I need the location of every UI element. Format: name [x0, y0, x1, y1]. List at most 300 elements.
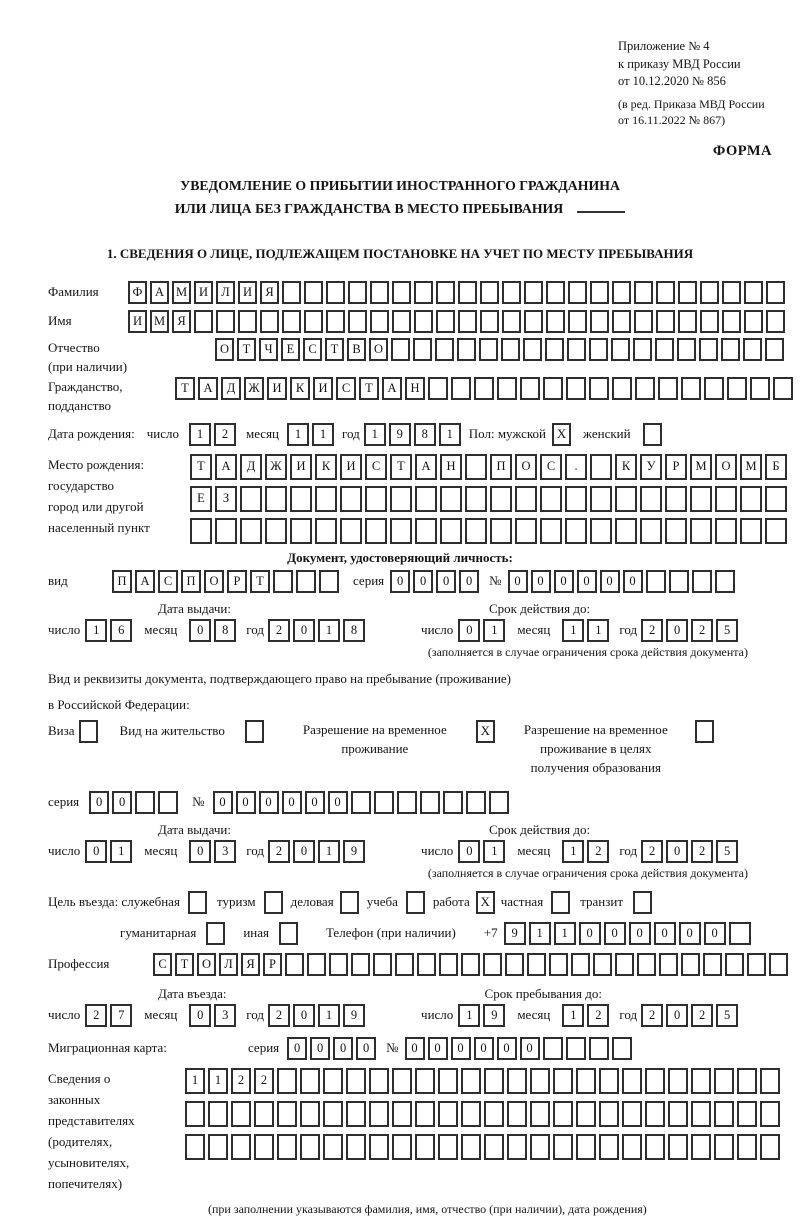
form-cell[interactable]: 1 [439, 423, 461, 446]
form-cell[interactable]: Д [240, 454, 262, 480]
form-cell[interactable] [215, 518, 237, 544]
form-cell[interactable] [346, 1068, 366, 1094]
form-cell[interactable]: 2 [691, 840, 713, 863]
form-cell[interactable] [216, 310, 235, 333]
form-cell[interactable] [484, 1101, 504, 1127]
form-cell[interactable] [715, 518, 737, 544]
form-cell[interactable]: Т [190, 454, 212, 480]
form-cell[interactable]: 1 [483, 840, 505, 863]
form-cell[interactable] [760, 1068, 780, 1094]
form-cell[interactable] [523, 338, 542, 361]
form-cell[interactable]: И [194, 281, 213, 304]
form-cell[interactable] [300, 1134, 320, 1160]
form-cell[interactable]: 0 [293, 619, 315, 642]
form-cell[interactable]: М [172, 281, 191, 304]
form-cell[interactable]: 0 [451, 1037, 471, 1060]
form-cell[interactable]: 1 [364, 423, 386, 446]
form-cell[interactable] [527, 953, 546, 976]
form-cell[interactable] [484, 1134, 504, 1160]
form-cell[interactable] [501, 338, 520, 361]
form-cell[interactable] [507, 1068, 527, 1094]
form-cell[interactable]: 8 [343, 619, 365, 642]
form-cell[interactable]: К [315, 454, 337, 480]
form-cell[interactable] [397, 791, 417, 814]
form-cell[interactable] [530, 1101, 550, 1127]
form-cell[interactable] [766, 310, 785, 333]
form-cell[interactable]: К [290, 377, 310, 400]
form-cell[interactable] [369, 1068, 389, 1094]
form-cell[interactable] [553, 1068, 573, 1094]
form-cell[interactable]: Я [241, 953, 260, 976]
form-cell[interactable] [677, 338, 696, 361]
form-cell[interactable] [436, 310, 455, 333]
form-cell[interactable] [543, 1037, 563, 1060]
form-cell[interactable]: 0 [474, 1037, 494, 1060]
form-cell[interactable]: 1 [110, 840, 132, 863]
form-cell[interactable] [622, 1134, 642, 1160]
form-cell[interactable] [420, 791, 440, 814]
form-cell[interactable] [326, 281, 345, 304]
form-cell[interactable]: А [215, 454, 237, 480]
form-cell[interactable] [392, 281, 411, 304]
form-cell[interactable] [703, 953, 722, 976]
form-cell[interactable] [615, 953, 634, 976]
form-cell[interactable]: 2 [691, 1004, 713, 1027]
form-cell[interactable] [351, 791, 371, 814]
form-cell[interactable] [656, 310, 675, 333]
form-cell[interactable] [524, 310, 543, 333]
form-cell[interactable]: И [290, 454, 312, 480]
form-cell[interactable] [428, 377, 448, 400]
form-cell[interactable] [479, 338, 498, 361]
form-cell[interactable] [640, 518, 662, 544]
form-cell[interactable]: 1 [483, 619, 505, 642]
form-cell[interactable]: Я [260, 281, 279, 304]
form-cell[interactable]: Т [250, 570, 270, 593]
form-cell[interactable]: 6 [110, 619, 132, 642]
form-cell[interactable]: И [238, 281, 257, 304]
form-cell[interactable] [743, 338, 762, 361]
form-cell[interactable] [714, 1134, 734, 1160]
form-cell[interactable] [566, 377, 586, 400]
form-cell[interactable]: 1 [458, 1004, 480, 1027]
form-cell[interactable] [348, 281, 367, 304]
form-cell[interactable]: 0 [497, 1037, 517, 1060]
form-cell[interactable]: 0 [293, 1004, 315, 1027]
form-cell[interactable] [392, 310, 411, 333]
form-cell[interactable] [765, 338, 784, 361]
form-cell[interactable]: 0 [666, 1004, 688, 1027]
female-checkbox[interactable] [643, 423, 662, 446]
form-cell[interactable]: Н [440, 454, 462, 480]
form-cell[interactable] [395, 953, 414, 976]
form-cell[interactable]: 0 [604, 922, 626, 945]
form-cell[interactable]: 1 [562, 840, 584, 863]
form-cell[interactable] [565, 518, 587, 544]
form-cell[interactable]: 1 [562, 1004, 584, 1027]
form-cell[interactable] [704, 377, 724, 400]
form-cell[interactable]: А [198, 377, 218, 400]
form-cell[interactable]: 2 [254, 1068, 274, 1094]
form-cell[interactable]: Д [221, 377, 241, 400]
form-cell[interactable] [568, 281, 587, 304]
form-cell[interactable] [194, 310, 213, 333]
form-cell[interactable] [612, 377, 632, 400]
form-cell[interactable]: 2 [641, 619, 663, 642]
form-cell[interactable]: Е [281, 338, 300, 361]
form-cell[interactable] [474, 377, 494, 400]
form-cell[interactable] [571, 953, 590, 976]
form-cell[interactable]: 9 [389, 423, 411, 446]
form-cell[interactable] [415, 486, 437, 512]
form-cell[interactable]: 0 [520, 1037, 540, 1060]
form-cell[interactable]: 0 [508, 570, 528, 593]
form-cell[interactable] [622, 1101, 642, 1127]
form-cell[interactable]: 1 [587, 619, 609, 642]
form-cell[interactable]: П [181, 570, 201, 593]
form-cell[interactable] [392, 1134, 412, 1160]
male-checkbox[interactable]: X [552, 423, 571, 446]
form-cell[interactable]: О [204, 570, 224, 593]
form-cell[interactable]: 2 [85, 1004, 107, 1027]
form-cell[interactable] [568, 310, 587, 333]
form-cell[interactable] [240, 486, 262, 512]
form-cell[interactable]: 0 [623, 570, 643, 593]
form-cell[interactable]: 2 [231, 1068, 251, 1094]
form-cell[interactable]: И [340, 454, 362, 480]
form-cell[interactable] [440, 518, 462, 544]
form-cell[interactable] [590, 310, 609, 333]
form-cell[interactable] [265, 486, 287, 512]
form-cell[interactable] [691, 1101, 711, 1127]
form-cell[interactable] [458, 310, 477, 333]
form-cell[interactable] [265, 518, 287, 544]
form-cell[interactable]: В [347, 338, 366, 361]
form-cell[interactable] [524, 281, 543, 304]
form-cell[interactable] [254, 1101, 274, 1127]
form-cell[interactable] [458, 281, 477, 304]
form-cell[interactable] [773, 377, 793, 400]
form-cell[interactable]: С [158, 570, 178, 593]
form-cell[interactable]: 9 [343, 1004, 365, 1027]
form-cell[interactable] [415, 1134, 435, 1160]
form-cell[interactable] [315, 518, 337, 544]
form-cell[interactable]: 0 [531, 570, 551, 593]
form-cell[interactable] [690, 518, 712, 544]
form-cell[interactable]: 0 [293, 840, 315, 863]
form-cell[interactable] [369, 1101, 389, 1127]
form-cell[interactable]: С [336, 377, 356, 400]
form-cell[interactable] [576, 1068, 596, 1094]
form-cell[interactable] [722, 281, 741, 304]
form-cell[interactable] [502, 310, 521, 333]
form-cell[interactable]: 0 [390, 570, 410, 593]
business-checkbox[interactable] [340, 891, 359, 914]
form-cell[interactable] [323, 1068, 343, 1094]
form-cell[interactable] [365, 518, 387, 544]
form-cell[interactable] [415, 518, 437, 544]
form-cell[interactable] [590, 281, 609, 304]
form-cell[interactable] [543, 377, 563, 400]
form-cell[interactable] [615, 518, 637, 544]
form-cell[interactable] [665, 486, 687, 512]
form-cell[interactable] [370, 281, 389, 304]
form-cell[interactable]: О [715, 454, 737, 480]
form-cell[interactable]: Ч [259, 338, 278, 361]
form-cell[interactable] [240, 518, 262, 544]
other-checkbox[interactable] [279, 922, 298, 945]
form-cell[interactable]: 0 [654, 922, 676, 945]
form-cell[interactable] [502, 281, 521, 304]
form-cell[interactable] [553, 1101, 573, 1127]
form-cell[interactable] [645, 1101, 665, 1127]
form-cell[interactable] [637, 953, 656, 976]
form-cell[interactable] [231, 1134, 251, 1160]
form-cell[interactable] [413, 338, 432, 361]
official-checkbox[interactable] [188, 891, 207, 914]
form-cell[interactable]: 0 [666, 840, 688, 863]
form-cell[interactable] [565, 486, 587, 512]
form-cell[interactable] [634, 281, 653, 304]
form-cell[interactable] [300, 1068, 320, 1094]
form-cell[interactable]: А [415, 454, 437, 480]
form-cell[interactable]: Р [227, 570, 247, 593]
work-checkbox[interactable]: X [476, 891, 495, 914]
form-cell[interactable] [669, 570, 689, 593]
form-cell[interactable] [576, 1134, 596, 1160]
form-cell[interactable]: 0 [189, 619, 211, 642]
form-cell[interactable] [370, 310, 389, 333]
form-cell[interactable] [729, 922, 751, 945]
form-cell[interactable]: 0 [554, 570, 574, 593]
form-cell[interactable]: Е [190, 486, 212, 512]
form-cell[interactable]: 7 [110, 1004, 132, 1027]
form-cell[interactable]: О [215, 338, 234, 361]
form-cell[interactable]: С [365, 454, 387, 480]
form-cell[interactable]: 0 [89, 791, 109, 814]
form-cell[interactable] [461, 1134, 481, 1160]
form-cell[interactable] [296, 570, 316, 593]
form-cell[interactable] [438, 1068, 458, 1094]
form-cell[interactable]: У [640, 454, 662, 480]
tourism-checkbox[interactable] [264, 891, 283, 914]
form-cell[interactable]: 2 [268, 619, 290, 642]
form-cell[interactable] [480, 281, 499, 304]
form-cell[interactable] [340, 486, 362, 512]
form-cell[interactable] [465, 518, 487, 544]
form-cell[interactable] [290, 518, 312, 544]
form-cell[interactable] [484, 1068, 504, 1094]
humanitarian-checkbox[interactable] [206, 922, 225, 945]
form-cell[interactable]: 5 [716, 840, 738, 863]
form-cell[interactable] [440, 486, 462, 512]
form-cell[interactable] [769, 953, 788, 976]
form-cell[interactable]: 0 [85, 840, 107, 863]
form-cell[interactable]: 0 [458, 619, 480, 642]
form-cell[interactable] [658, 377, 678, 400]
form-cell[interactable] [323, 1134, 343, 1160]
form-cell[interactable]: 5 [716, 619, 738, 642]
form-cell[interactable] [593, 953, 612, 976]
form-cell[interactable]: Л [219, 953, 238, 976]
form-cell[interactable] [750, 377, 770, 400]
form-cell[interactable] [417, 953, 436, 976]
form-cell[interactable] [691, 1134, 711, 1160]
form-cell[interactable] [185, 1134, 205, 1160]
form-cell[interactable] [414, 281, 433, 304]
form-cell[interactable] [668, 1134, 688, 1160]
form-cell[interactable] [747, 953, 766, 976]
form-cell[interactable]: 0 [356, 1037, 376, 1060]
form-cell[interactable]: 0 [704, 922, 726, 945]
form-cell[interactable] [740, 518, 762, 544]
form-cell[interactable]: И [128, 310, 147, 333]
form-cell[interactable]: 0 [428, 1037, 448, 1060]
form-cell[interactable] [681, 953, 700, 976]
form-cell[interactable]: 0 [459, 570, 479, 593]
form-cell[interactable] [737, 1134, 757, 1160]
form-cell[interactable] [715, 486, 737, 512]
form-cell[interactable]: 0 [579, 922, 601, 945]
form-cell[interactable] [640, 486, 662, 512]
form-cell[interactable] [611, 338, 630, 361]
form-cell[interactable] [273, 570, 293, 593]
form-cell[interactable] [760, 1101, 780, 1127]
form-cell[interactable] [373, 953, 392, 976]
form-cell[interactable] [438, 1134, 458, 1160]
form-cell[interactable] [254, 1134, 274, 1160]
form-cell[interactable] [530, 1134, 550, 1160]
form-cell[interactable]: 1 [85, 619, 107, 642]
form-cell[interactable] [645, 1068, 665, 1094]
form-cell[interactable]: И [313, 377, 333, 400]
form-cell[interactable] [681, 377, 701, 400]
form-cell[interactable] [329, 953, 348, 976]
form-cell[interactable] [515, 486, 537, 512]
form-cell[interactable]: А [135, 570, 155, 593]
form-cell[interactable]: З [215, 486, 237, 512]
form-cell[interactable]: Н [405, 377, 425, 400]
form-cell[interactable]: 1 [562, 619, 584, 642]
form-cell[interactable]: 1 [208, 1068, 228, 1094]
form-cell[interactable]: Ж [244, 377, 264, 400]
form-cell[interactable] [319, 570, 339, 593]
form-cell[interactable]: Л [216, 281, 235, 304]
form-cell[interactable] [465, 486, 487, 512]
form-cell[interactable]: 0 [436, 570, 456, 593]
form-cell[interactable] [612, 310, 631, 333]
form-cell[interactable] [457, 338, 476, 361]
form-cell[interactable] [307, 953, 326, 976]
form-cell[interactable] [520, 377, 540, 400]
form-cell[interactable] [590, 518, 612, 544]
form-cell[interactable] [323, 1101, 343, 1127]
form-cell[interactable]: К [615, 454, 637, 480]
form-cell[interactable] [765, 486, 787, 512]
form-cell[interactable]: 0 [189, 840, 211, 863]
form-cell[interactable] [436, 281, 455, 304]
form-cell[interactable]: 2 [587, 840, 609, 863]
form-cell[interactable] [282, 281, 301, 304]
form-cell[interactable]: О [197, 953, 216, 976]
form-cell[interactable]: Т [359, 377, 379, 400]
form-cell[interactable]: 0 [577, 570, 597, 593]
form-cell[interactable] [507, 1101, 527, 1127]
form-cell[interactable] [443, 791, 463, 814]
form-cell[interactable] [635, 377, 655, 400]
form-cell[interactable] [744, 310, 763, 333]
form-cell[interactable] [655, 338, 674, 361]
form-cell[interactable]: О [515, 454, 537, 480]
form-cell[interactable]: . [565, 454, 587, 480]
form-cell[interactable]: 3 [214, 1004, 236, 1027]
form-cell[interactable] [461, 953, 480, 976]
form-cell[interactable]: 0 [282, 791, 302, 814]
form-cell[interactable] [185, 1101, 205, 1127]
residence-permit-checkbox[interactable] [245, 720, 264, 743]
form-cell[interactable] [700, 281, 719, 304]
form-cell[interactable]: 1 [189, 423, 211, 446]
form-cell[interactable] [415, 1101, 435, 1127]
form-cell[interactable] [497, 377, 517, 400]
form-cell[interactable]: 9 [504, 922, 526, 945]
form-cell[interactable] [158, 791, 178, 814]
form-cell[interactable] [391, 338, 410, 361]
form-cell[interactable]: Т [237, 338, 256, 361]
form-cell[interactable]: М [740, 454, 762, 480]
form-cell[interactable]: 8 [414, 423, 436, 446]
form-cell[interactable] [744, 281, 763, 304]
form-cell[interactable]: 9 [483, 1004, 505, 1027]
form-cell[interactable] [599, 1101, 619, 1127]
form-cell[interactable] [737, 1101, 757, 1127]
form-cell[interactable]: 0 [189, 1004, 211, 1027]
temp-permit-checkbox[interactable]: X [476, 720, 495, 743]
form-cell[interactable] [290, 486, 312, 512]
form-cell[interactable]: 2 [268, 1004, 290, 1027]
form-cell[interactable] [737, 1068, 757, 1094]
form-cell[interactable] [285, 953, 304, 976]
form-cell[interactable] [208, 1101, 228, 1127]
form-cell[interactable] [589, 338, 608, 361]
form-cell[interactable]: Я [172, 310, 191, 333]
form-cell[interactable] [490, 486, 512, 512]
form-cell[interactable] [700, 310, 719, 333]
form-cell[interactable]: 0 [259, 791, 279, 814]
form-cell[interactable] [714, 1101, 734, 1127]
form-cell[interactable]: М [150, 310, 169, 333]
form-cell[interactable]: П [490, 454, 512, 480]
form-cell[interactable] [326, 310, 345, 333]
form-cell[interactable] [645, 1134, 665, 1160]
form-cell[interactable] [740, 486, 762, 512]
form-cell[interactable] [727, 377, 747, 400]
form-cell[interactable]: 0 [213, 791, 233, 814]
form-cell[interactable] [461, 1101, 481, 1127]
form-cell[interactable]: М [690, 454, 712, 480]
form-cell[interactable] [208, 1134, 228, 1160]
form-cell[interactable] [678, 310, 697, 333]
form-cell[interactable]: 0 [236, 791, 256, 814]
form-cell[interactable] [369, 1134, 389, 1160]
form-cell[interactable] [567, 338, 586, 361]
form-cell[interactable]: И [267, 377, 287, 400]
form-cell[interactable] [589, 377, 609, 400]
form-cell[interactable] [766, 281, 785, 304]
form-cell[interactable]: 2 [691, 619, 713, 642]
form-cell[interactable] [699, 338, 718, 361]
form-cell[interactable] [300, 1101, 320, 1127]
